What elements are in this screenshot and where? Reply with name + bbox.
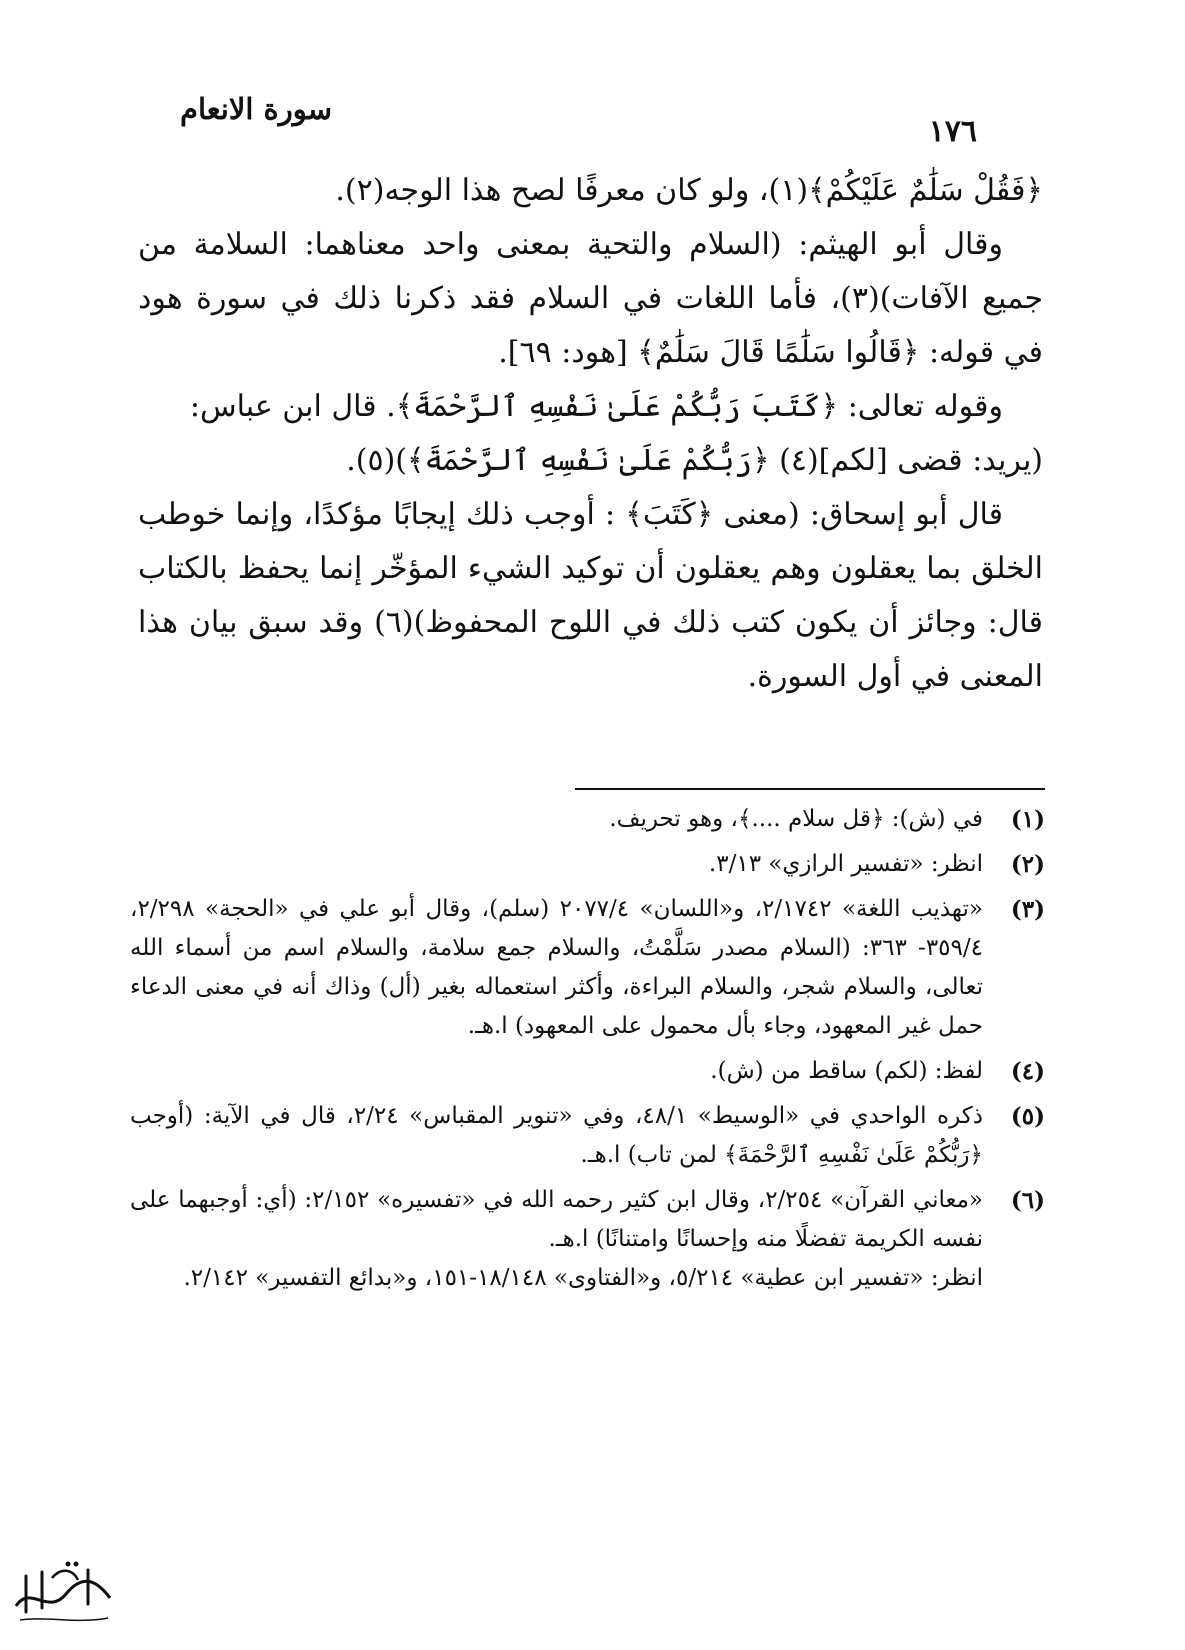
footnote-number: (٦) — [1010, 1187, 1045, 1214]
page-header — [150, 92, 977, 149]
paragraph-3-prefix: وقوله تعالى: — [847, 389, 1003, 424]
main-text — [138, 164, 1043, 704]
quran-verse: ﴿كَتَبَ﴾ — [625, 497, 714, 532]
paragraph-1-text: (١)، ولو كان معرفًا لصح هذا الوجه(٢). — [335, 173, 809, 208]
quran-verse: ﴿فَقُلْ سَلَٰمٌ عَلَيْكُمْ﴾ — [808, 173, 1043, 208]
footnote-number: (٥) — [1010, 1103, 1045, 1130]
paragraph-5 — [138, 488, 1043, 704]
paragraph-2-text: وقال أبو الهيثم: (السلام والتحية بمعنى واحد معناهما: السلامة من جميع الآفات)(٣)، فأما اللغات في السلام فقد ذكرنا ذلك في سورة هود في قوله: — [138, 227, 1043, 370]
footnote-number: (٢) — [1010, 851, 1045, 878]
footnote-text: في (ش): ﴿قل سلام ....﴾، وهو تحريف. — [609, 806, 983, 832]
paragraph-3 — [138, 380, 1043, 434]
footnote-text: انظر: «تفسير ابن عطية» ٥/٢١٤، و«الفتاوى» ١٨/١٤٨-١٥١، و«بدائع التفسير» ٢/١٤٢. — [183, 1265, 983, 1291]
footnote — [130, 800, 1045, 839]
footnotes — [130, 800, 1045, 1304]
footnote — [130, 1181, 1045, 1298]
footnote-text: «تهذيب اللغة» ٢/١٧٤٢، و«اللسان» ٢٠٧٧/٤ (سلم)، وقال أبو علي في «الحجة» ٢/٢٩٨، ٣٥٩/٤- ٣٦٣: (السلام مصدر سَلَّمْتُ، والسلام جمع سلامة، والسلام اسم من أسماء الله تعالى، والسلام شجر، والسلام البراءة، وأكثر استعماله بغير (أل) وذاك أنه في معنى الدعاء حمل غير المعهود، وجاء بأل محمول على المعهود) ا.هـ. — [130, 896, 983, 1039]
footnote-text: لفظ: (لكم) ساقط من (ش). — [710, 1058, 983, 1084]
footnote — [130, 890, 1045, 1046]
paragraph-5-prefix: قال أبو إسحاق: (معنى — [723, 497, 1003, 532]
page-number: ١٧٦ — [928, 114, 977, 149]
quran-verse: ﴿كَتَبَ رَبُّكُمْ عَلَىٰ نَفْسِهِ ٱلرَّحْمَةَ﴾ — [395, 389, 839, 424]
paragraph-4-prefix: (يريد: قضى [لكم](٤) — [779, 443, 1043, 478]
paragraph-4 — [138, 434, 1043, 488]
paragraph-5-suffix: : أوجب ذلك إيجابًا مؤكدًا، وإنما خوطب الخلق بما يعقلون وهم يعقلون أن توكيد الشيء المؤخّر إنما يحفظ بالكتاب قال: وجائز أن يكون كتب ذلك في اللوح المحفوظ)(٦) وقد سبق بيان هذا المعنى في أول السورة. — [138, 497, 1044, 694]
quran-verse: ﴿رَبُّكُمْ عَلَىٰ نَفْسِهِ ٱلرَّحْمَةَ﴾ — [406, 443, 770, 478]
running-title: سورة الانعام — [180, 92, 333, 126]
footnote-text: ذكره الواحدي في «الوسيط» ٤٨/١، وفي «تنوير المقباس» ٢/٢٤، قال في الآية: (أوجب ﴿رَبُّكُمْ عَلَىٰ نَفْسِهِ ٱلرَّحْمَةَ﴾ لمن تاب) ا.هـ. — [130, 1103, 983, 1168]
footnote-number: (٣) — [1010, 896, 1045, 923]
paragraph-1 — [138, 164, 1043, 218]
paragraph-2 — [138, 218, 1043, 380]
publisher-logo — [8, 1554, 118, 1632]
footnote — [130, 845, 1045, 884]
paragraph-3-suffix: . قال ابن عباس: — [189, 389, 396, 424]
footnote-text: انظر: «تفسير الرازي» ٣/١٣. — [708, 851, 983, 877]
footnote-number: (١) — [1010, 806, 1045, 833]
footnote — [130, 1097, 1045, 1175]
footnote-text: «معاني القرآن» ٢/٢٥٤، وقال ابن كثير رحمه الله في «تفسيره» ٢/١٥٢: (أي: أوجبهما على نفسه الكريمة تفضلًا منه وإحسانًا وامتنانًا) ا.هـ. — [130, 1187, 984, 1252]
paragraph-4-suffix: )(٥). — [346, 443, 407, 478]
verse-reference: [هود: ٦٩]. — [498, 335, 628, 370]
quran-verse: ﴿قَالُوا سَلَٰمًا قَالَ سَلَٰمٌ﴾ — [637, 335, 920, 370]
footnote-separator — [575, 788, 1045, 790]
footnote-number: (٤) — [1010, 1058, 1045, 1085]
footnote — [130, 1052, 1045, 1091]
